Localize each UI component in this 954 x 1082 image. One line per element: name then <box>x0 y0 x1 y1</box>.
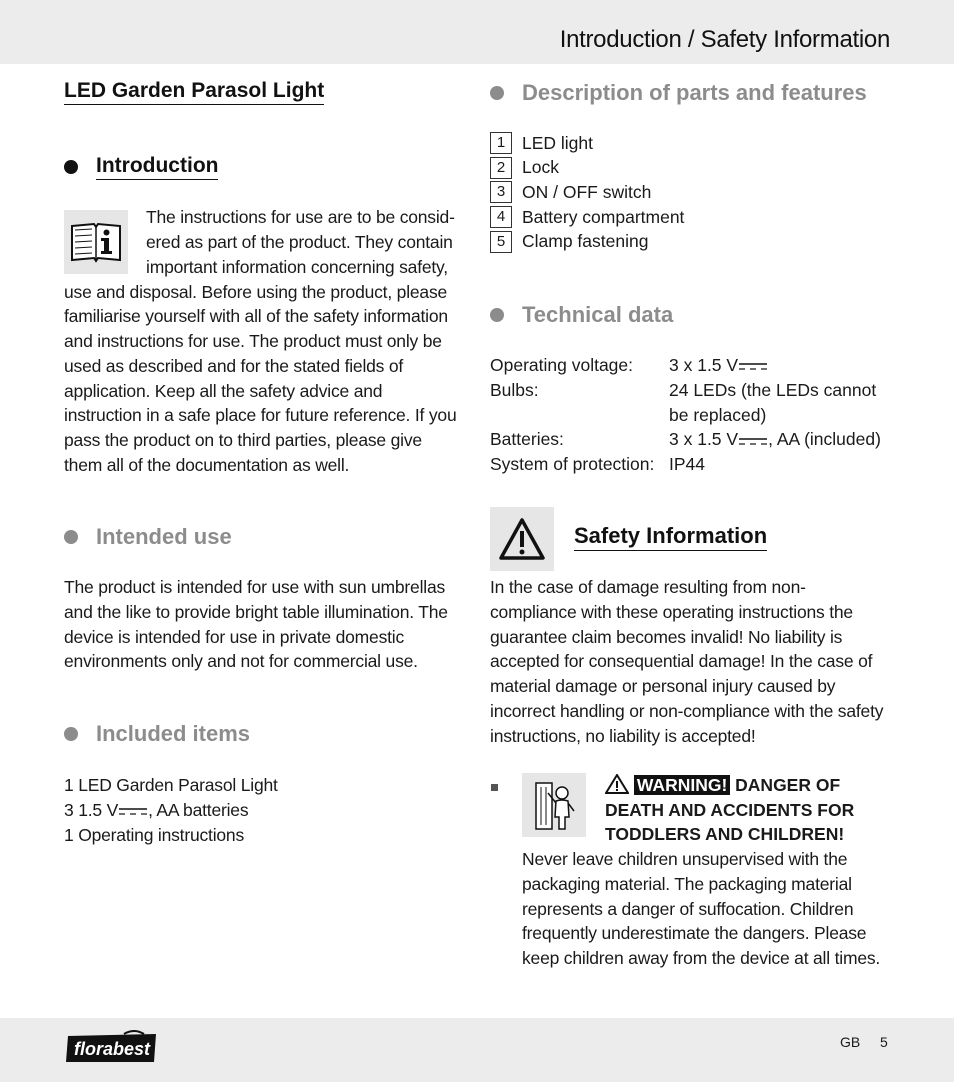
bullet-dot <box>64 530 78 544</box>
dc-symbol-icon <box>118 806 148 816</box>
section-technical-data <box>490 302 892 328</box>
included-items-list <box>64 773 464 847</box>
warning-badge: WARNING! <box>634 775 730 795</box>
technical-data-table <box>490 353 892 477</box>
warning-text: Never leave children unsupervised with the packaging material. The packaging material represents a danger of suffocation. Children frequently underestimate the dangers. Please keep children away from the device at all times. <box>522 849 881 969</box>
product-title: LED Garden Parasol Light <box>64 79 464 105</box>
intro-line-3: important information concerning safety, <box>146 256 448 277</box>
dc-symbol-icon <box>738 436 768 446</box>
child-danger-icon <box>522 773 586 837</box>
list-item: 1 LED Garden Parasol Light <box>64 775 278 795</box>
list-item: 1 LED light <box>490 131 892 156</box>
table-row: Bulbs: 24 LEDs (the LEDs cannot be replaced) <box>490 379 877 425</box>
intro-wrapped-text <box>146 205 466 279</box>
warning-heading: WARNING! DANGER OF DEATH AND ACCIDENTS FOR TODDLERS AND CHILDREN! <box>605 775 855 845</box>
table-row: Operating voltage: 3 x 1.5 V <box>490 353 892 378</box>
section-intended-use <box>64 524 464 550</box>
bullet-dot <box>490 308 504 322</box>
list-item: 4 Battery compartment <box>490 205 892 230</box>
warning-small-icon <box>605 774 629 794</box>
section-heading: Intended use <box>64 524 464 550</box>
bullet-dot <box>64 727 78 741</box>
section-heading: Included items <box>64 721 464 747</box>
list-item: 5 Clamp fastening <box>490 229 892 254</box>
intro-line-2: ered as part of the product. They contain <box>146 231 453 252</box>
svg-text:florabest: florabest <box>73 1039 151 1059</box>
bullet-square <box>491 784 498 791</box>
page-title: Introduction / Safety Information <box>559 26 890 53</box>
section-heading: Introduction <box>64 154 464 180</box>
section-included-items <box>64 721 464 747</box>
list-item: 1 Operating instructions <box>64 824 245 845</box>
intended-use-text: The product is intended for use with sun umbrellas and the like to provide bright table illumination. The device is intended for use in private domestic environments only and not for commercial use. <box>64 577 448 672</box>
page-number: 5 <box>880 1034 888 1050</box>
section-heading: Description of parts and features <box>490 80 892 106</box>
florabest-logo <box>64 1030 160 1064</box>
section-introduction <box>64 154 464 180</box>
section-heading: Technical data <box>490 302 892 328</box>
bullet-dot <box>490 86 504 100</box>
table-row: Batteries: 3 x 1.5 V , AA (included) <box>490 429 881 450</box>
safety-heading: Safety Information <box>574 523 767 551</box>
parts-list <box>490 131 892 254</box>
intro-paragraph: use and disposal. Before using the product, please familiarise yourself with all of the safety information and instructions for use. The product must only be used as described and for the stated fields of application. Keep all the safety advice and instruction in a safe place for future reference. If you pass the product on to third parties, please give them all of the documentation as well. <box>64 281 457 476</box>
warning-triangle-icon <box>490 507 554 571</box>
list-item: 3 ON / OFF switch <box>490 180 892 205</box>
list-item: 3 1.5 V , AA batteries <box>64 799 249 820</box>
bullet-dot <box>64 160 78 174</box>
info-book-icon <box>64 210 128 274</box>
intro-line-1: The instructions for use are to be consid- <box>146 207 455 227</box>
dc-symbol-icon <box>738 361 768 371</box>
safety-text: In the case of damage resulting from non-compliance with these operating instructions the guarantee claim becomes invalid! No liability is accepted for consequential damage! In the case of material damage or personal injury caused by incorrect handling or non-compliance with the safety instructions, no liability is accepted! <box>490 577 884 746</box>
table-row: System of protection: IP44 <box>490 454 705 475</box>
list-item: 2 Lock <box>490 156 892 181</box>
footer-language: GB <box>840 1034 861 1050</box>
section-parts <box>490 80 892 106</box>
